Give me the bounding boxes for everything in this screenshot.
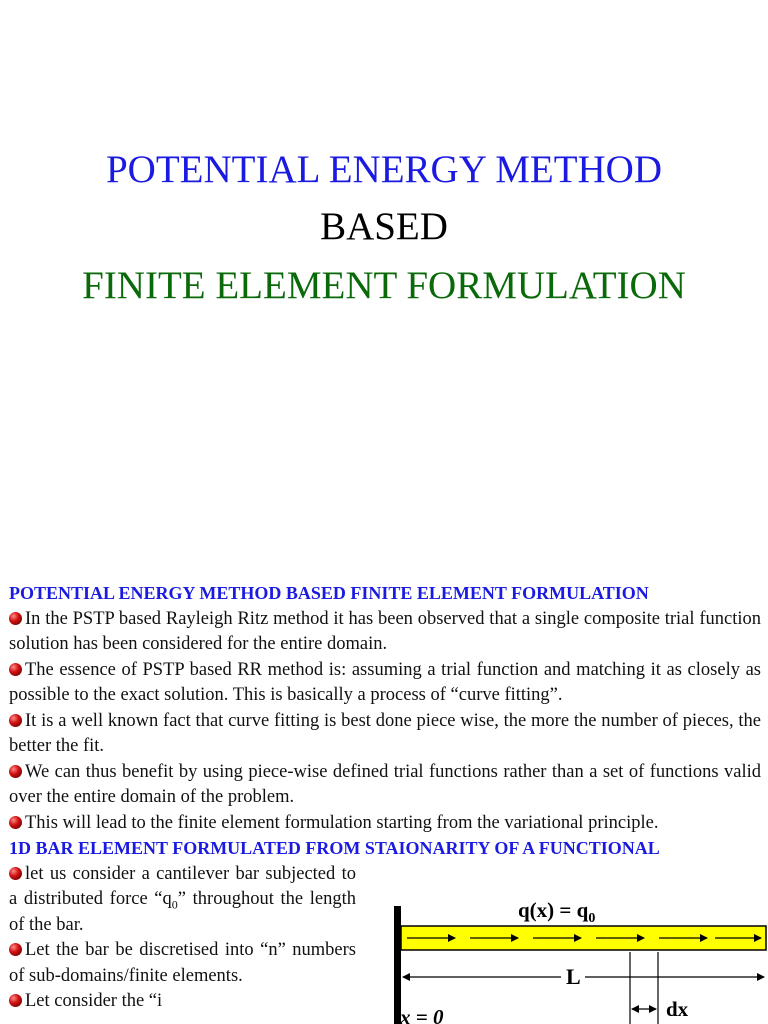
paragraph-3 — [9, 709, 761, 760]
bullet-icon — [9, 943, 22, 956]
title-line-3: FINITE ELEMENT FORMULATION — [82, 264, 686, 307]
paragraph-4 — [9, 760, 761, 811]
paragraph-7 — [9, 938, 356, 989]
paragraph-text: The essence of PSTP based RR method is: assuming a trial function and matching it as closely as possible to the exact solution. This is basically a process of “curve fitting”. — [9, 659, 761, 705]
paragraph-text: Let consider the “i — [25, 991, 163, 1011]
bullet-icon — [9, 714, 22, 727]
bullet-icon — [9, 816, 22, 829]
bullet-icon — [9, 663, 22, 676]
paragraph-text: It is a well known fact that curve fitting is best done piece wise, the more the number of pieces, the better the fit. — [9, 710, 761, 756]
paragraph-text: let us consider a cantilever bar subjected to a distributed force “q — [9, 863, 356, 909]
paragraph-6 — [9, 862, 356, 939]
bullet-icon — [9, 612, 22, 625]
paragraph-text: Let the bar be discretised into “n” numbers of sub-domains/finite elements. — [9, 940, 356, 986]
section-heading-1: POTENTIAL ENERGY METHOD BASED FINITE ELEMENT FORMULATION — [9, 583, 649, 603]
load-label — [518, 898, 595, 926]
bar-body — [401, 926, 766, 950]
paragraph-5 — [9, 811, 761, 837]
left-column-text — [9, 862, 356, 1015]
paragraph-2 — [9, 658, 761, 709]
title-line-1: POTENTIAL ENERGY METHOD — [105, 148, 663, 191]
paragraph-1 — [9, 607, 761, 658]
paragraph-text: This will lead to the finite element formulation starting from the variational principle. — [25, 812, 659, 833]
dx-label — [666, 997, 689, 1021]
paragraph-text: ” throughout the length of the bar. — [9, 889, 357, 935]
length-label: L — [566, 964, 581, 989]
paragraph-text: In the PSTP based Rayleigh Ritz method it has been observed that a single composite trial function solution has been considered for the entire domain. — [9, 608, 761, 654]
title-line-2: BASED — [320, 205, 448, 248]
dx-label-text: dx — [666, 997, 689, 1021]
bullet-icon — [9, 765, 22, 778]
section-heading-2: 1D BAR ELEMENT FORMULATED FROM STAIONARITY OF A FUNCTIONAL — [9, 838, 660, 858]
load-label-text: q(x) = q — [518, 898, 589, 922]
bullet-icon — [9, 994, 22, 1007]
paragraph-8 — [9, 989, 356, 1015]
subscript-zero: 0 — [171, 897, 178, 912]
x0-label: x = 0 — [400, 1005, 444, 1024]
cantilever-bar-figure — [375, 890, 768, 1024]
title-block — [0, 150, 768, 305]
cantilever-bar-diagram — [375, 890, 768, 1024]
paragraph-text: We can thus benefit by using piece-wise defined trial functions rather than a set of functions valid over the entire domain of the problem. — [9, 761, 761, 807]
load-label-subscript: 0 — [588, 911, 596, 926]
bullet-icon — [9, 867, 22, 880]
